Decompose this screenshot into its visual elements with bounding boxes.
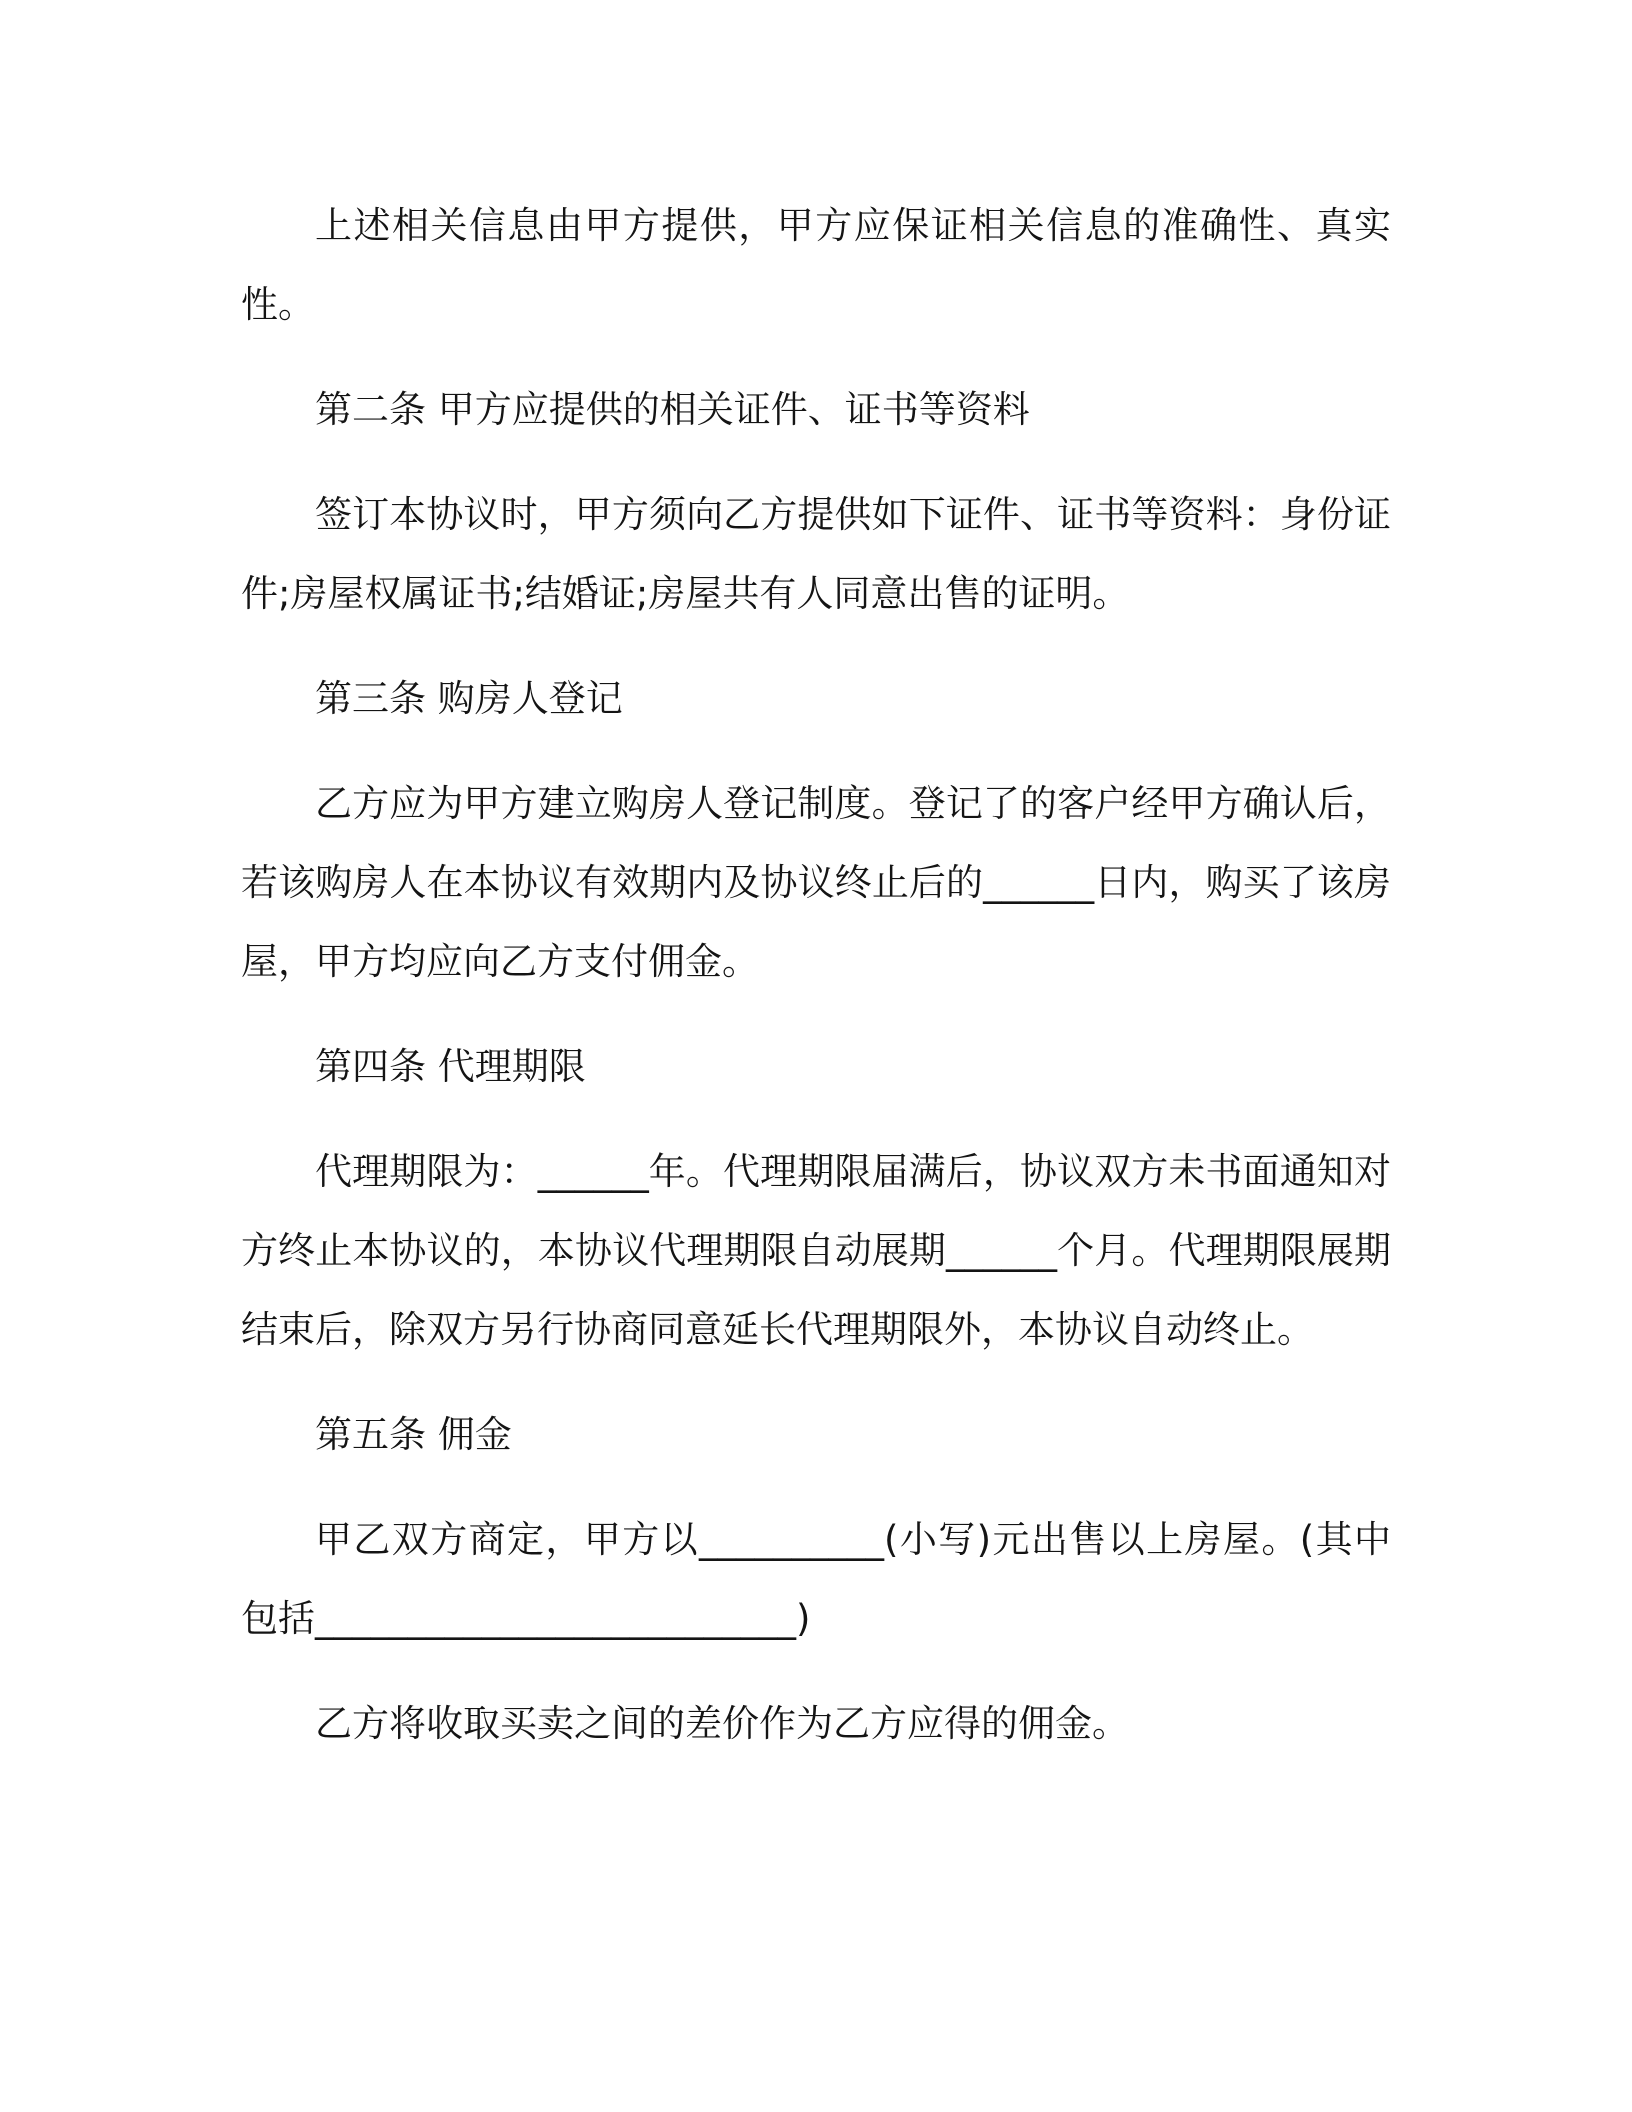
paragraph-required-documents: 签订本协议时，甲方须向乙方提供如下证件、证书等资料：身份证件;房屋权属证书;结婚证;房屋共有人同意出售的证明。 — [241, 493, 1391, 615]
paragraph-sale-price: 甲乙双方商定，甲方以__________(小写)元出售以上房屋。(其中包括__________________________) — [241, 1518, 1391, 1640]
article-3-heading: 第三条 购房人登记 — [315, 677, 623, 720]
paragraph-agency-term: 代理期限为：______年。代理期限届满后，协议双方未书面通知对方终止本协议的，本协议代理期限自动展期______个月。代理期限展期结束后，除双方另行协商同意延长代理期限外，本协议自动终止。 — [241, 1150, 1391, 1351]
paragraph-commission: 乙方将收取买卖之间的差价作为乙方应得的佣金。 — [315, 1702, 1129, 1745]
article-2-heading: 第二条 甲方应提供的相关证件、证书等资料 — [315, 388, 1030, 431]
paragraph-info-accuracy: 上述相关信息由甲方提供，甲方应保证相关信息的准确性、真实性。 — [241, 204, 1391, 326]
article-5-heading: 第五条 佣金 — [315, 1413, 512, 1456]
paragraph-buyer-registration: 乙方应为甲方建立购房人登记制度。登记了的客户经甲方确认后，若该购房人在本协议有效期内及协议终止后的______日内，购买了该房屋，甲方均应向乙方支付佣金。 — [241, 782, 1391, 983]
article-4-heading: 第四条 代理期限 — [315, 1045, 586, 1088]
document-body — [241, 186, 1391, 1763]
